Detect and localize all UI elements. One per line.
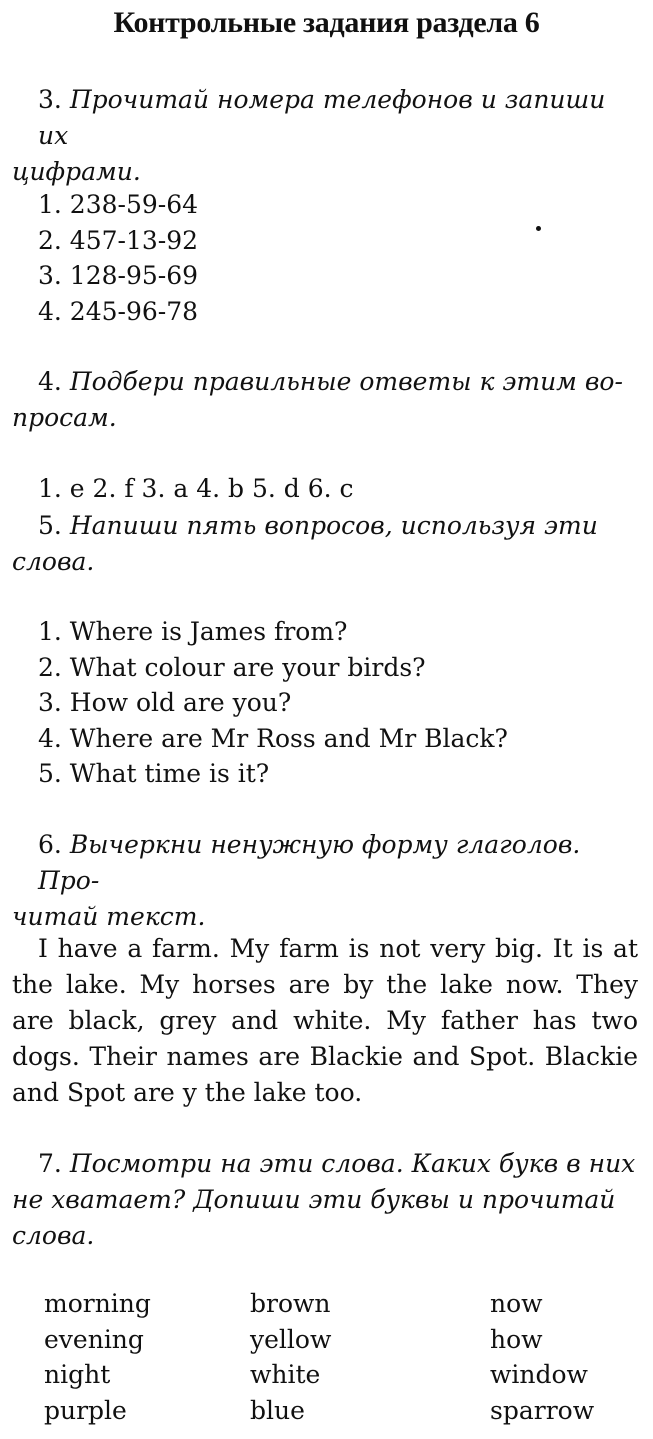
task-5-number: 5. — [38, 511, 62, 540]
word-item: window — [490, 1360, 588, 1389]
task-7-instruction-line1: Посмотри на эти слова. Каких букв в них — [69, 1149, 636, 1178]
word-item: blue — [250, 1395, 305, 1425]
word-column-3 — [490, 1286, 594, 1428]
word-item: night — [44, 1360, 111, 1389]
task-6-instruction-line2: читай текст. — [12, 902, 206, 931]
task-3-instruction — [12, 82, 638, 190]
task-7-instruction-line2: не хватает? Допиши эти буквы и прочитай — [12, 1185, 616, 1214]
word-item: brown — [250, 1289, 331, 1318]
task-7-instruction-line3: слова. — [12, 1221, 95, 1250]
list-item: 4. Where are Mr Ross and Mr Black? — [38, 723, 508, 753]
task-4-number: 4. — [38, 367, 62, 396]
list-item: 4. 245-96-78 — [38, 296, 199, 326]
word-item: evening — [44, 1324, 144, 1354]
word-item: morning — [44, 1289, 151, 1318]
list-item: 1. Where is James from? — [38, 617, 348, 646]
task-4-answers: 1. e 2. f 3. a 4. b 5. d 6. c — [38, 474, 354, 503]
word-item: yellow — [250, 1324, 332, 1354]
list-item: 3. How old are you? — [38, 688, 292, 717]
list-item: 3. 128-95-69 — [38, 261, 199, 290]
task-4-instruction-line2: просам. — [12, 403, 117, 432]
word-item: purple — [44, 1395, 127, 1425]
list-item: 2. What colour are your birds? — [38, 652, 426, 682]
task-6-number: 6. — [38, 830, 62, 859]
task-3-instruction-line1: Прочитай номера телефонов и запиши их — [38, 85, 606, 150]
list-item: 1. 238-59-64 — [38, 190, 199, 219]
page-title: Контрольные задания раздела 6 — [113, 6, 540, 39]
task-3-list — [38, 187, 198, 329]
list-item: 2. 457-13-92 — [38, 225, 199, 255]
task-7-instruction — [12, 1146, 638, 1254]
task-4-instruction — [12, 364, 638, 436]
task-5-instruction-line2: слова. — [12, 547, 95, 576]
task-6-instruction — [12, 827, 638, 935]
word-column-1 — [44, 1286, 151, 1428]
word-item: white — [250, 1360, 321, 1389]
stray-dot — [536, 226, 541, 231]
task-5-instruction — [12, 508, 638, 580]
word-item: sparrow — [490, 1395, 595, 1425]
task-5-instruction-line1: Напиши пять вопросов, используя эти — [69, 511, 598, 540]
word-item: now — [490, 1289, 543, 1318]
task-3-instruction-line2: цифрами. — [12, 157, 141, 186]
word-column-2 — [250, 1286, 331, 1428]
task-3-number: 3. — [38, 85, 62, 114]
task-6-paragraph: I have a farm. My farm is not very big. It is at the lake. My horses are by the lake now. They are black, grey and white. My father has two dogs. Their names are Blackie and Spot. Blackie and Spot are y the lake too. — [12, 934, 638, 1107]
task-4-instruction-line1: Подбери правильные ответы к этим во- — [69, 367, 623, 396]
task-5-list — [38, 614, 508, 792]
word-item: how — [490, 1324, 543, 1354]
list-item: 5. What time is it? — [38, 759, 270, 788]
task-6-instruction-line1: Вычеркни ненужную форму глаголов. Про- — [38, 830, 581, 895]
task-7-number: 7. — [38, 1149, 62, 1178]
